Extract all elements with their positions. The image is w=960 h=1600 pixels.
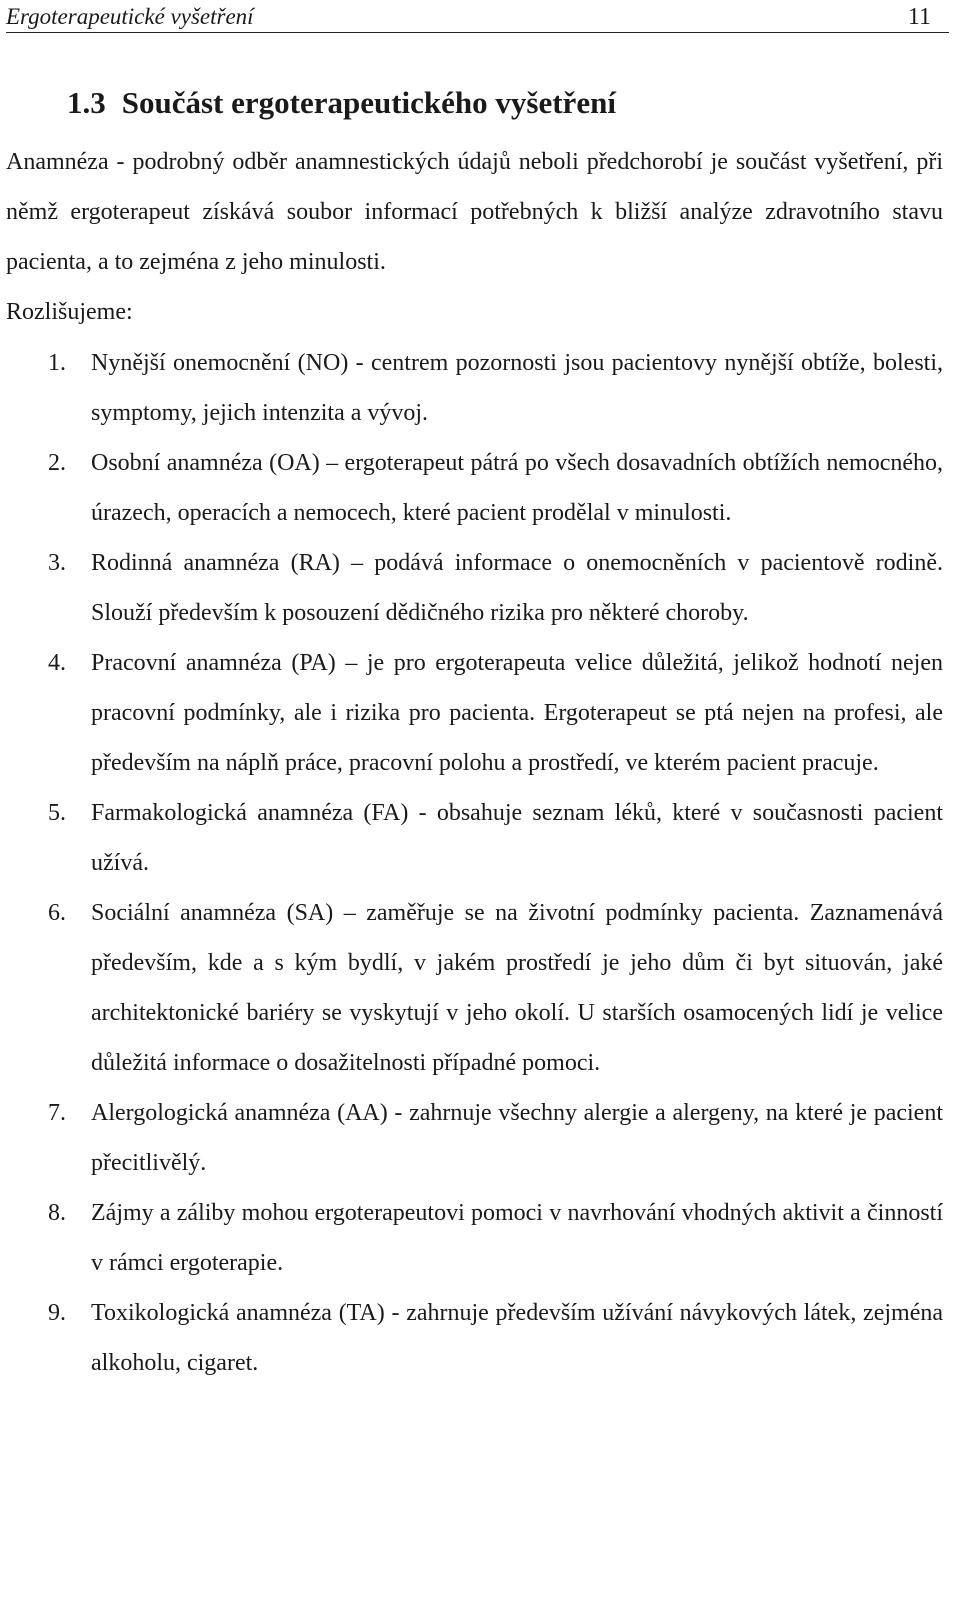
list-item-text: Farmakologická anamnéza (FA) - obsahuje seznam léků, které v současnosti pacient užívá. [91, 800, 943, 876]
list-item-text: Rodinná anamnéza (RA) – podává informace o onemocněních v pacientově rodině. Slouží především k posouzení dědičného rizika pro některé choroby. [91, 550, 943, 626]
list-item [0, 788, 943, 888]
list-item-number: 1. [48, 350, 66, 376]
list-item [0, 1288, 943, 1388]
header-title: Ergoterapeutické vyšetření [6, 4, 254, 29]
list-item-number: 6. [48, 900, 66, 926]
list-item [0, 1088, 943, 1188]
list-item [0, 438, 943, 538]
list-item-text: Osobní anamnéza (OA) – ergoterapeut pátrá po všech dosavadních obtížích nemocného, úrazech, operacích a nemocech, které pacient prodělal v minulosti. [91, 450, 943, 526]
section-number: 1.3 [67, 85, 106, 120]
anamnesis-list [0, 338, 943, 1388]
section-title: Součást ergoterapeutického vyšetření [121, 85, 616, 120]
list-item-number: 7. [48, 1100, 66, 1126]
list-item [0, 1188, 943, 1288]
list-item-text: Pracovní anamnéza (PA) – je pro ergoterapeuta velice důležitá, jelikož hodnotí nejen pracovní podmínky, ale i rizika pro pacienta. Ergoterapeut se ptá nejen na profesi, ale především na náplň práce, pracovní polohu a prostředí, ve kterém pacient pracuje. [91, 650, 943, 776]
intro-paragraph: Anamnéza - podrobný odběr anamnestických údajů neboli předchorobí je součást vyšetření, při němž ergoterapeut získává soubor informací potřebných k bližší analýze zdravotního stavu pacienta, a to zejména z jeho minulosti. [6, 149, 943, 275]
list-item-text: Alergologická anamnéza (AA) - zahrnuje všechny alergie a alergeny, na které je pacient přecitlivělý. [91, 1100, 943, 1176]
list-item [0, 888, 943, 1088]
running-header [6, 2, 949, 33]
list-item [0, 638, 943, 788]
list-item [0, 338, 943, 438]
page-number: 11 [907, 4, 931, 30]
list-item-number: 8. [48, 1200, 66, 1226]
list-item-text: Zájmy a záliby mohou ergoterapeutovi pomoci v navrhování vhodných aktivit a činností v rámci ergoterapie. [91, 1200, 943, 1276]
list-item-number: 9. [48, 1300, 66, 1326]
list-item-number: 3. [48, 550, 66, 576]
intro-lead: Rozlišujeme: [6, 299, 133, 325]
intro-block [6, 137, 943, 337]
list-item-number: 4. [48, 650, 66, 676]
section-heading [67, 81, 616, 125]
list-item-text: Nynější onemocnění (NO) - centrem pozornosti jsou pacientovy nynější obtíže, bolesti, symptomy, jejich intenzita a vývoj. [91, 350, 943, 426]
list-item [0, 538, 943, 638]
list-item-number: 5. [48, 800, 66, 826]
list-item-text: Toxikologická anamnéza (TA) - zahrnuje především užívání návykových látek, zejména alkoholu, cigaret. [91, 1300, 943, 1376]
list-item-number: 2. [48, 450, 66, 476]
list-item-text: Sociální anamnéza (SA) – zaměřuje se na životní podmínky pacienta. Zaznamenává především, kde a s kým bydlí, v jakém prostředí je jeho dům či byt situován, jaké architektonické bariéry se vyskytují v jeho okolí. U starších osamocených lidí je velice důležitá informace o dosažitelnosti případné pomoci. [91, 900, 943, 1076]
